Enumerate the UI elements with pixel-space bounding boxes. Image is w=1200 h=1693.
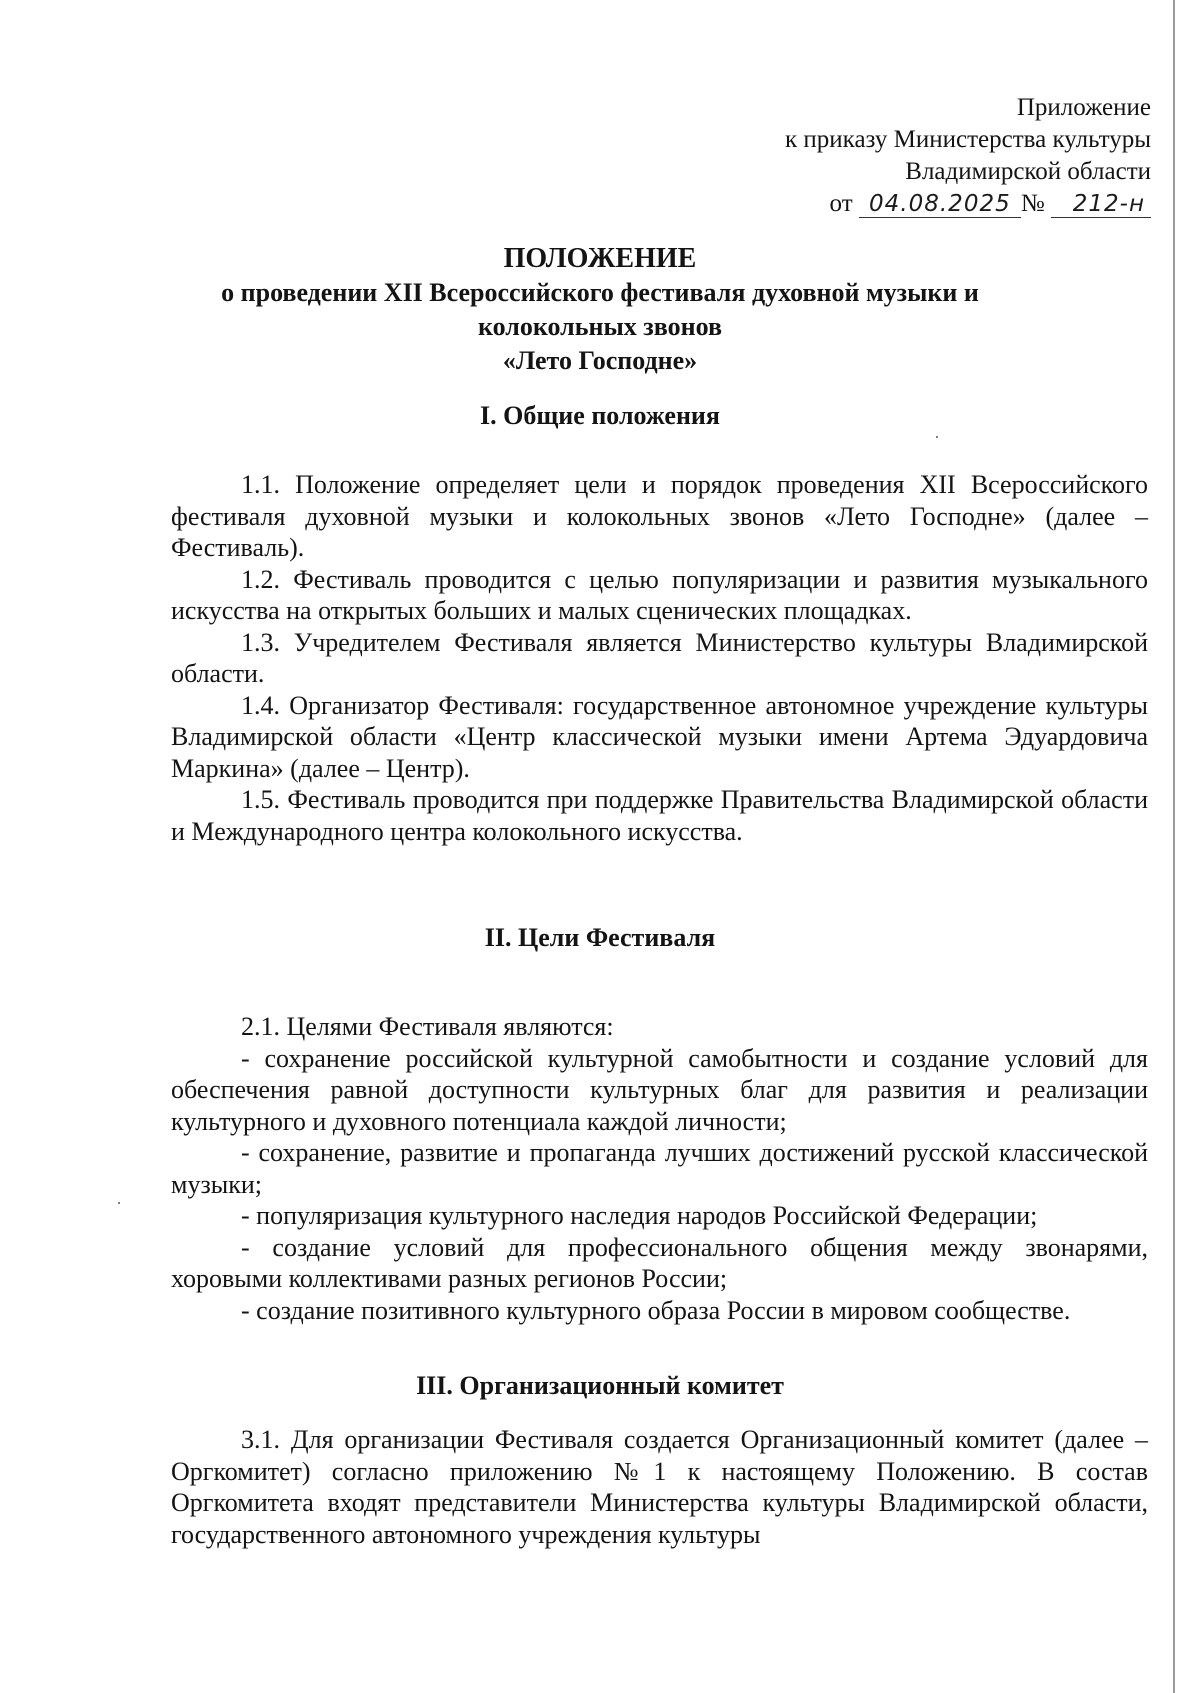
title-line: о проведении XII Всероссийского фестиваля духовной музыки и: [221, 278, 979, 307]
number-label: №: [1020, 190, 1045, 217]
paragraph: 1.3. Учредителем Фестиваля является Министерство культуры Владимирской области.: [171, 627, 1148, 688]
title-line: «Лето Господне»: [502, 346, 698, 375]
paragraph: 1.4. Организатор Фестиваля: государственное автономное учреждение культуры Владимирской области «Центр классической музыки имени Артема Эдуардовича Маркина» (далее – Центр).: [171, 690, 1148, 783]
paragraph: - создание позитивного культурного образа России в мировом сообществе.: [241, 1295, 1071, 1325]
appendix-header: [785, 92, 1151, 220]
section-heading-2: II. Цели Фестиваля: [484, 923, 716, 952]
paragraph: - создание условий для профессионального общения между звонарями, хоровыми коллективами разных регионов России;: [171, 1232, 1148, 1293]
section-1-body: [171, 469, 1148, 847]
appendix-line: к приказу Министерства культуры: [785, 126, 1151, 153]
handwritten-number: 212-н: [1072, 191, 1145, 217]
section-3-body: [171, 1424, 1148, 1550]
scan-speck: [936, 436, 938, 438]
paragraph: 3.1. Для организации Фестиваля создается Организационный комитет (далее – Оргкомитет) согласно приложению №1 к настоящему Положению. В состав Оргкомитета входят представители Министерства культуры Владимирской области, государственного автономного учреждения культуры: [171, 1425, 1148, 1549]
section-2-body: [171, 1011, 1148, 1326]
section-heading-3: III. Организационный комитет: [416, 1371, 784, 1400]
order-number-field: [1051, 191, 1151, 218]
section-heading-1: I. Общие положения: [480, 401, 720, 430]
title-heading: ПОЛОЖЕНИЕ: [503, 243, 697, 274]
scan-speck: [118, 1202, 120, 1204]
paragraph: - популяризация культурного наследия народов Российской Федерации;: [241, 1201, 1038, 1230]
appendix-line: Приложение: [1016, 94, 1151, 121]
order-date-number-row: [785, 188, 1151, 220]
title-line: колокольных звонов: [478, 312, 722, 341]
order-date-field: [859, 191, 1021, 218]
paragraph: 1.2. Фестиваль проводится с целью популяризации и развития музыкального искусства на открытых больших и малых сценических площадках.: [171, 564, 1148, 625]
date-prefix: от: [829, 190, 853, 217]
document-title: [0, 242, 1200, 378]
handwritten-date: 04.08.2025: [869, 191, 1011, 217]
paragraph: - сохранение, развитие и пропаганда лучших достижений русской классической музыки;: [171, 1138, 1148, 1199]
paragraph: 1.1. Положение определяет цели и порядок проведения XII Всероссийского фестиваля духовной музыки и колокольных звонов «Лето Господне» (далее – Фестиваль).: [171, 470, 1148, 562]
appendix-line: Владимирской области: [905, 158, 1151, 185]
paragraph: 2.1. Целями Фестиваля являются:: [241, 1012, 614, 1041]
paragraph: - сохранение российской культурной самобытности и создание условий для обеспечения равной доступности культурных благ для развития и реализации культурного и духовного потенциала каждой личности;: [171, 1043, 1148, 1136]
paragraph: 1.5. Фестиваль проводится при поддержке Правительства Владимирской области и Международного центра колокольного искусства.: [171, 785, 1148, 846]
